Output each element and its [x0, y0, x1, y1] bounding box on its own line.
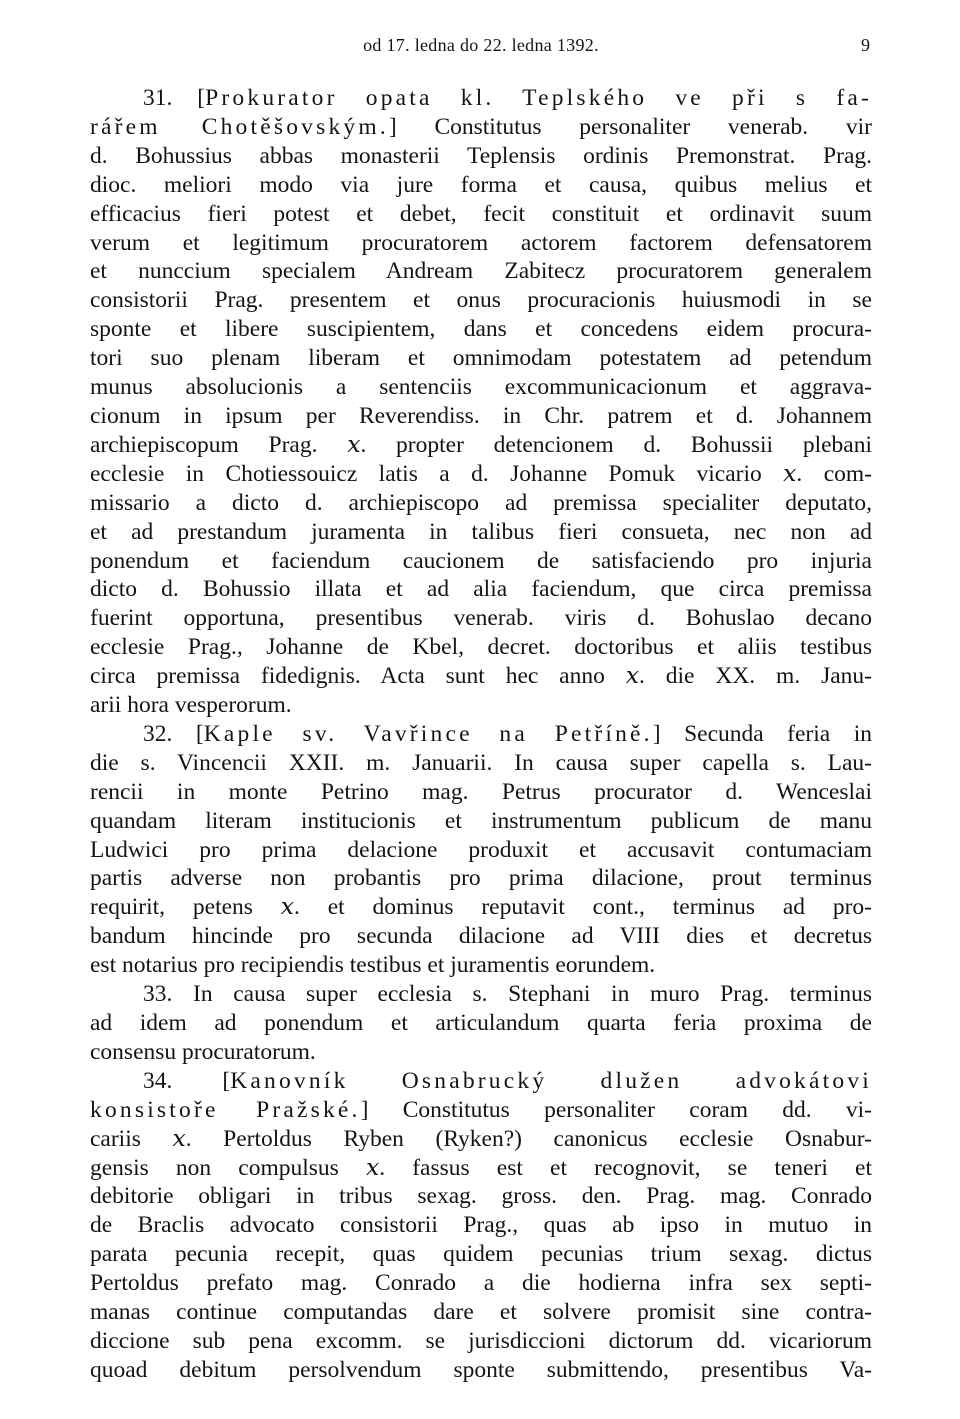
text-run: partis adverse non probantis pro prima dilacione, prout terminus: [90, 865, 872, 892]
text-run: manas continue computandas dare et solvere promisit sine contra-: [90, 1299, 872, 1326]
spaced-heading-text: Kanovník Osnabrucký dlužen advokátovi: [230, 1067, 872, 1094]
text-run: Ludwici pro prima delacione produxit et accusavit contumaciam: [90, 836, 872, 863]
text-line: [90, 373, 872, 402]
text-line: [90, 836, 872, 865]
text-line: [90, 864, 872, 893]
text-line: [90, 229, 872, 258]
text-line: [90, 951, 872, 980]
text-line: [90, 1125, 872, 1154]
text-run: ad idem ad ponendum et articulandum quarta feria proxima de: [90, 1010, 872, 1036]
spaced-heading-text: rářem Chotěšovským.: [90, 113, 389, 140]
text-run: efficacius fieri potest et debet, fecit constituit et ordinavit suum: [90, 200, 872, 227]
text-run: tori suo plenam liberam et omnimodam potestatem ad petendum: [90, 345, 872, 372]
running-head: od 17. ledna do 22. ledna 1392.: [363, 35, 599, 55]
text-line: [90, 257, 872, 286]
text-run: dioc. meliori modo via jure forma et causa, quibus melius et: [90, 171, 872, 198]
text-line: [90, 1356, 872, 1385]
text-run: quandam literam institucionis et instrumentum publicum de manu: [90, 807, 872, 834]
text-line: [90, 1182, 872, 1211]
text-run: arii hora vesperorum.: [90, 692, 292, 719]
text-run: ] Constitutus personaliter coram dd. vi-: [360, 1096, 872, 1123]
text-line: [90, 633, 872, 662]
text-run: rencii in monte Petrino mag. Petrus procurator d. Wenceslai: [90, 778, 872, 805]
text-run: 31. [: [143, 85, 206, 111]
text-line: [90, 1269, 872, 1298]
text-line: [90, 1009, 872, 1038]
text-run: cariis 𝑥. Pertoldus Ryben (Ryken?) canonicus ecclesie Osnabur-: [90, 1125, 872, 1152]
text-run: verum et legitimum procuratorem actorem factorem defensatorem: [90, 229, 872, 256]
text-run: diccione sub pena excomm. se jurisdiccioni dictorum dd. vicariorum: [90, 1327, 872, 1354]
text-line: [90, 547, 872, 576]
text-run: dicto d. Bohussio illata et ad alia faciendum, que circa premissa: [90, 576, 872, 603]
text-line: [90, 749, 872, 778]
text-line: [90, 1038, 872, 1067]
text-line: [90, 691, 872, 720]
spaced-heading-text: Prokurator opata kl. Teplského ve při s fa-: [205, 85, 872, 111]
page-header: [92, 34, 870, 56]
body-text: [90, 84, 872, 1385]
text-line: [90, 1211, 872, 1240]
text-run: archiepiscopum Prag. 𝑥. propter detencionem d. Bohussii plebani: [90, 431, 872, 458]
text-line: [90, 402, 872, 431]
spaced-heading-text: konsistoře Pražské.: [90, 1096, 361, 1123]
text-line: [90, 1067, 872, 1096]
text-line: [90, 460, 872, 489]
text-line: [90, 142, 872, 171]
text-run: 34. [: [143, 1067, 231, 1094]
text-run: missario a dicto d. archiepiscopo ad premissa specialiter deputato,: [90, 489, 872, 516]
text-run: consistorii Prag. presentem et onus procuracionis huiusmodi in se: [90, 287, 872, 314]
text-run: et nunccium specialem Andream Zabitecz procuratorem generalem: [90, 258, 872, 285]
text-line: [90, 489, 872, 518]
text-run: munus absolucionis a sentenciis excommunicacionum et aggrava-: [90, 374, 872, 401]
text-run: d. Bohussius abbas monasterii Teplensis ordinis Premonstrat. Prag.: [90, 142, 872, 169]
text-run: Pertoldus prefato mag. Conrado a die hodierna infra sex septi-: [90, 1270, 872, 1297]
text-line: [90, 200, 872, 229]
text-run: circa premissa fidedignis. Acta sunt hec anno 𝑥. die XX. m. Janu-: [90, 663, 872, 690]
text-run: bandum hincinde pro secunda dilacione ad VIII dies et decretus: [90, 923, 872, 950]
text-line: [90, 315, 872, 344]
text-run: fuerint opportuna, presentibus venerab. viris d. Bohuslao decano: [90, 605, 872, 632]
text-run: debitorie obligari in tribus sexag. gross. den. Prag. mag. Conrado: [90, 1183, 872, 1210]
text-line: [90, 922, 872, 951]
text-run: de Braclis advocato consistorii Prag., quas ab ipso in mutuo in: [90, 1212, 872, 1239]
text-run: ponendum et faciendum caucionem de satisfaciendo pro injuria: [90, 547, 872, 574]
text-line: [90, 893, 872, 922]
text-run: requirit, petens 𝑥. et dominus reputavit cont., terminus ad pro-: [90, 894, 872, 921]
text-line: [90, 604, 872, 633]
text-run: 32. [: [143, 720, 204, 747]
text-line: [90, 807, 872, 836]
text-run: est notarius pro recipiendis testibus et juramentis eorundem.: [90, 952, 656, 979]
text-line: [90, 84, 872, 113]
text-run: ] Constitutus personaliter venerab. vir: [388, 113, 872, 140]
text-run: parata pecunia recepit, quas quidem pecunias trium sexag. dictus: [90, 1241, 872, 1268]
text-line: [90, 720, 872, 749]
text-line: [90, 518, 872, 547]
text-line: [90, 662, 872, 691]
text-line: [90, 980, 872, 1009]
text-run: quoad debitum persolvendum sponte submittendo, presentibus Va-: [90, 1356, 872, 1383]
text-run: ecclesie in Chotiessouicz latis a d. Johanne Pomuk vicario 𝑥. com-: [90, 460, 872, 487]
text-run: et ad prestandum juramenta in talibus fieri consueta, nec non ad: [90, 518, 872, 545]
text-run: ] Secunda feria in: [652, 720, 872, 747]
text-run: sponte et libere suscipientem, dans et concedens eidem procura-: [90, 316, 872, 343]
text-line: [90, 344, 872, 373]
text-line: [90, 171, 872, 200]
text-line: [90, 1298, 872, 1327]
text-line: [90, 1327, 872, 1356]
text-line: [90, 286, 872, 315]
text-run: gensis non compulsus 𝑥. fassus est et recognovit, se teneri et: [90, 1154, 872, 1181]
text-run: die s. Vincencii XXII. m. Januarii. In causa super capella s. Lau-: [90, 749, 872, 776]
text-line: [90, 1240, 872, 1269]
text-run: consensu procuratorum.: [90, 1038, 316, 1065]
text-run: cionum in ipsum per Reverendiss. in Chr. patrem et d. Johannem: [90, 402, 872, 429]
text-run: 33. In causa super ecclesia s. Stephani in muro Prag. terminus: [143, 981, 872, 1008]
text-line: [90, 1096, 872, 1125]
text-line: [90, 575, 872, 604]
text-line: [90, 431, 872, 460]
page-number: 9: [861, 35, 870, 55]
text-line: [90, 1154, 872, 1183]
text-run: ecclesie Prag., Johanne de Kbel, decret. doctoribus et aliis testibus: [90, 634, 872, 661]
spaced-heading-text: Kaple sv. Vavřince na Petříně.: [203, 720, 653, 747]
text-line: [90, 113, 872, 142]
text-line: [90, 778, 872, 807]
